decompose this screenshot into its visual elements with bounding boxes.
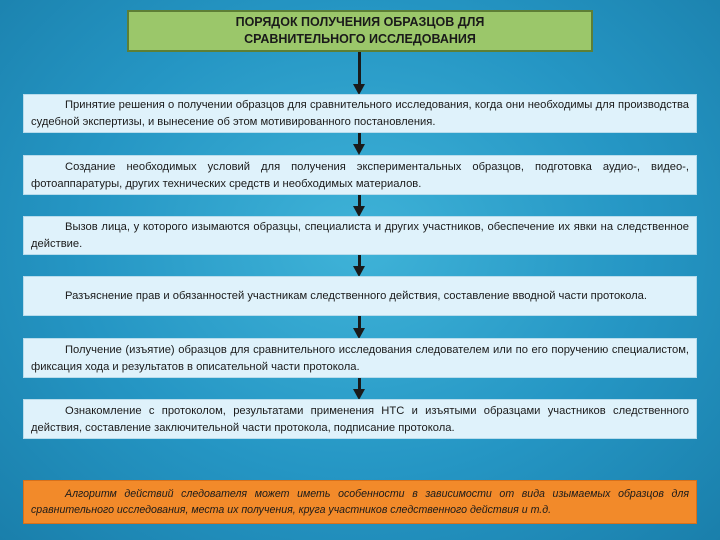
step-box-4 xyxy=(23,276,697,316)
step-text-6: Ознакомление с протоколом, результатами применения НТС и изъятыми образцами участников следственного действия, составление заключительной части протокола, подписание протокола. xyxy=(31,404,689,434)
step-box-1 xyxy=(23,94,697,133)
step-text-4: Разъяснение прав и обязанностей участникам следственного действия, составление вводной части протокола. xyxy=(65,290,648,303)
step-text-1: Принятие решения о получении образцов для сравнительного исследования, когда они необходимы для производства судебной экспертизы, и вынесение об этом мотивированного постановления. xyxy=(31,99,689,128)
step-box-6 xyxy=(23,399,697,439)
arrowhead-1 xyxy=(353,144,365,155)
step-text-3: Вызов лица, у которого изымаются образцы, специалиста и других участников, обеспечение их явки на следственное действие. xyxy=(31,221,689,250)
step-text-5: Получение (изъятие) образцов для сравнительного исследования следователем или по его поручению специалистом, фиксация хода и результатов в описательной части протокола. xyxy=(31,343,689,373)
connector-line-0 xyxy=(358,52,361,86)
note-box xyxy=(23,480,697,524)
step-text-2: Создание необходимых условий для получения экспериментальных образцов, подготовка аудио-, видео-, фотоаппаратуры, других технических средств и необходимых материалов. xyxy=(31,160,689,190)
step-box-5 xyxy=(23,338,697,378)
diagram-title-box xyxy=(127,10,593,52)
step-box-2 xyxy=(23,155,697,195)
step-box-3 xyxy=(23,216,697,255)
diagram-title: ПОРЯДОК ПОЛУЧЕНИЯ ОБРАЗЦОВ ДЛЯ СРАВНИТЕЛЬНОГО ИССЛЕДОВАНИЯ xyxy=(235,15,485,46)
note-text: Алгоритм действий следователя может иметь особенности в зависимости от вида изымаемых образцов для сравнительного исследования, места их получения, круга участников следственного действия и т.д. xyxy=(31,487,689,516)
